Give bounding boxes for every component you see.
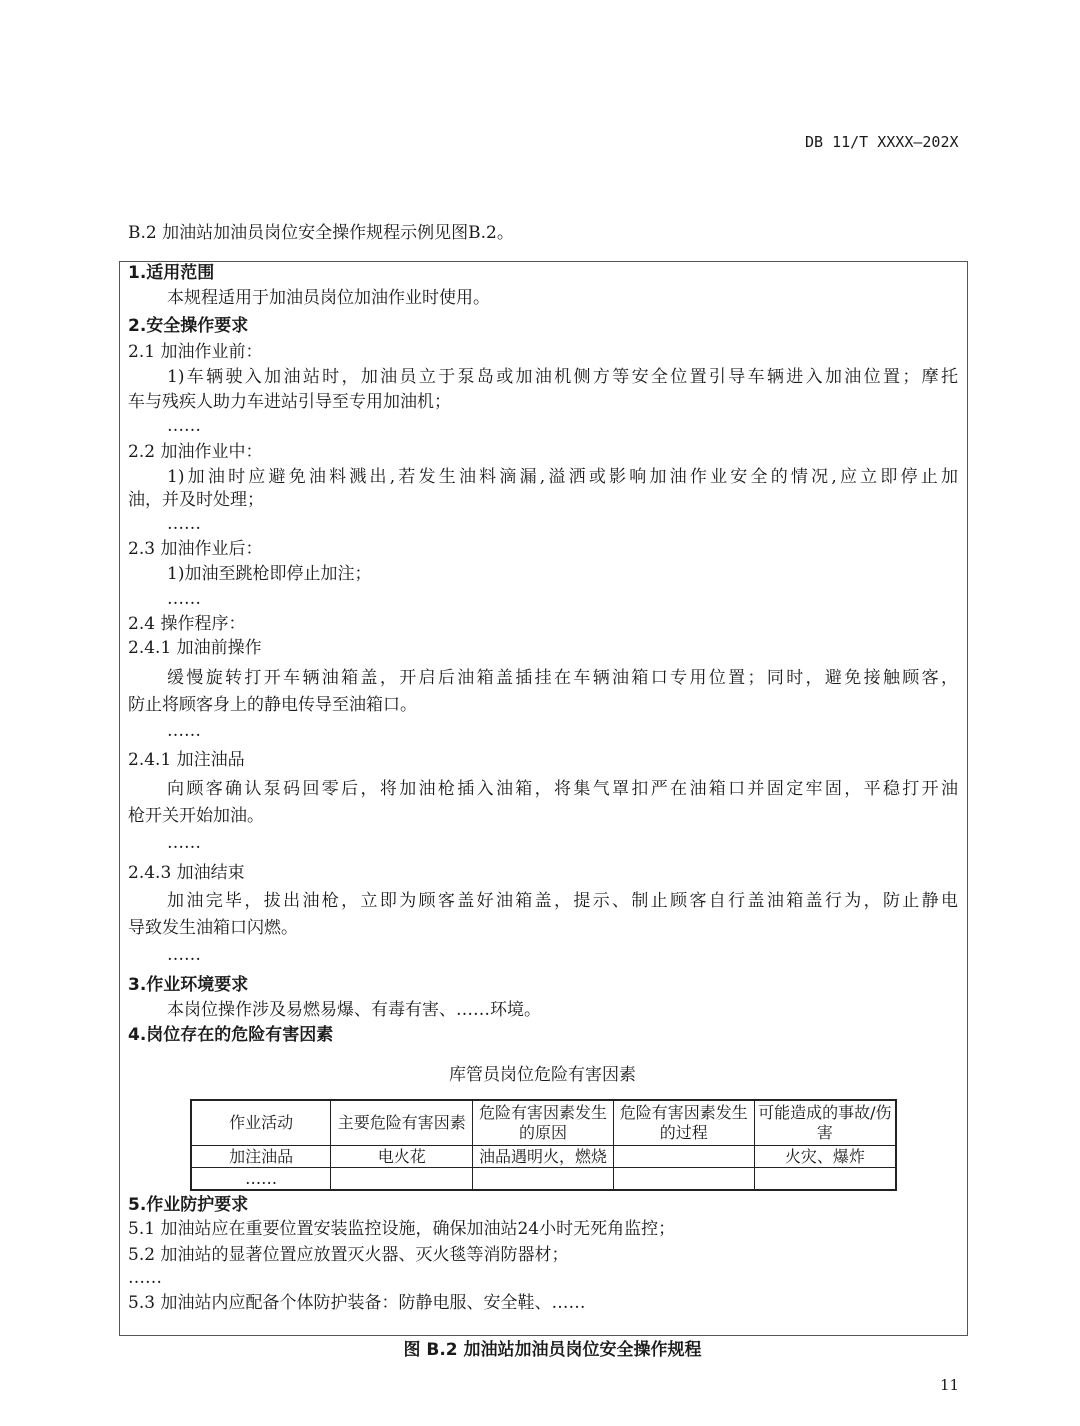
subheading: 2.4.1 加油前操作 bbox=[128, 638, 262, 658]
paragraph: 1)车辆驶入加油站时，加油员立于泵岛或加油机侧方等安全位置引导车辆进入加油位置；摩托 bbox=[167, 367, 958, 387]
paragraph: 缓慢旋转打开车辆油箱盖，开启后油箱盖插挂在车辆油箱口专用位置；同时，避免接触顾客， bbox=[167, 668, 958, 688]
paragraph: 车与残疾人助力车进站引导至专用加油机； bbox=[128, 392, 451, 412]
table-cell: 电火花 bbox=[331, 1146, 473, 1168]
subheading: 2.1 加油作业前： bbox=[128, 342, 263, 362]
ellipsis: …… bbox=[167, 721, 201, 741]
paragraph: 枪开关开始加油。 bbox=[128, 806, 264, 826]
table-cell: 加注油品 bbox=[191, 1146, 331, 1168]
column-header: 可能造成的事故/伤害 bbox=[754, 1100, 896, 1146]
table-cell bbox=[331, 1168, 473, 1191]
heading-hazards: 4.岗位存在的危险有害因素 bbox=[128, 1025, 334, 1045]
column-header: 主要危险有害因素 bbox=[331, 1100, 473, 1146]
page-number: 11 bbox=[940, 1376, 960, 1394]
ellipsis: …… bbox=[128, 1268, 162, 1288]
paragraph: 防止将顾客身上的静电传导至油箱口。 bbox=[128, 695, 417, 715]
paragraph: 本岗位操作涉及易燃易爆、有毒有害、……环境。 bbox=[167, 1000, 541, 1020]
table-row bbox=[191, 1168, 896, 1191]
ellipsis: …… bbox=[167, 589, 201, 609]
ellipsis: …… bbox=[167, 833, 201, 853]
document-code: DB 11/T XXXX—202X bbox=[805, 133, 959, 151]
table-cell: 火灾、爆炸 bbox=[754, 1146, 896, 1168]
paragraph: 油，并及时处理； bbox=[128, 490, 264, 510]
subheading: 2.4.1 加注油品 bbox=[128, 750, 245, 770]
column-header: 危险有害因素发生的原因 bbox=[473, 1100, 614, 1146]
paragraph: 向顾客确认泵码回零后，将加油枪插入油箱，将集气罩扣严在油箱口并固定牢固，平稳打开油 bbox=[167, 779, 958, 799]
column-header: 危险有害因素发生的过程 bbox=[613, 1100, 754, 1146]
heading-environment: 3.作业环境要求 bbox=[128, 975, 249, 995]
paragraph: 1)加油时应避免油料溅出,若发生油料滴漏,溢洒或影响加油作业安全的情况,应立即停止加 bbox=[167, 467, 958, 487]
table-cell: …… bbox=[191, 1168, 331, 1191]
paragraph: 本规程适用于加油员岗位加油作业时使用。 bbox=[167, 288, 490, 308]
subheading: 2.4 操作程序： bbox=[128, 614, 246, 634]
table-cell bbox=[754, 1168, 896, 1191]
ellipsis: …… bbox=[167, 514, 201, 534]
subheading: 2.3 加油作业后： bbox=[128, 539, 263, 559]
heading-protection: 5.作业防护要求 bbox=[128, 1195, 249, 1215]
paragraph: 5.1 加油站应在重要位置安装监控设施，确保加油站24小时无死角监控； bbox=[128, 1219, 676, 1239]
ellipsis: …… bbox=[167, 416, 201, 436]
table-caption: 库管员岗位危险有害因素 bbox=[449, 1065, 636, 1085]
table-row bbox=[191, 1146, 896, 1168]
paragraph: 导致发生油箱口闪燃。 bbox=[128, 918, 298, 938]
ellipsis: …… bbox=[167, 945, 201, 965]
section-intro: B.2 加油站加油员岗位安全操作规程示例见图B.2。 bbox=[128, 223, 514, 243]
paragraph: 5.3 加油站内应配备个体防护装备：防静电服、安全鞋、…… bbox=[128, 1293, 586, 1313]
heading-safety-requirements: 2.安全操作要求 bbox=[128, 316, 249, 336]
heading-scope: 1.适用范围 bbox=[128, 263, 215, 283]
table-cell: 油品遇明火，燃烧 bbox=[473, 1146, 614, 1168]
table-header-row bbox=[191, 1100, 896, 1146]
figure-caption: 图 B.2 加油站加油员岗位安全操作规程 bbox=[403, 1340, 702, 1360]
subheading: 2.4.3 加油结束 bbox=[128, 863, 245, 883]
column-header: 作业活动 bbox=[191, 1100, 331, 1146]
table-cell bbox=[613, 1146, 754, 1168]
hazard-table bbox=[190, 1099, 897, 1191]
paragraph: 5.2 加油站的显著位置应放置灭火器、灭火毯等消防器材； bbox=[128, 1245, 569, 1265]
subheading: 2.2 加油作业中： bbox=[128, 442, 263, 462]
paragraph: 加油完毕，拔出油枪，立即为顾客盖好油箱盖，提示、制止顾客自行盖油箱盖行为，防止静电 bbox=[167, 891, 958, 911]
table-cell bbox=[473, 1168, 614, 1191]
paragraph: 1)加油至跳枪即停止加注； bbox=[167, 564, 372, 584]
table-cell bbox=[613, 1168, 754, 1191]
